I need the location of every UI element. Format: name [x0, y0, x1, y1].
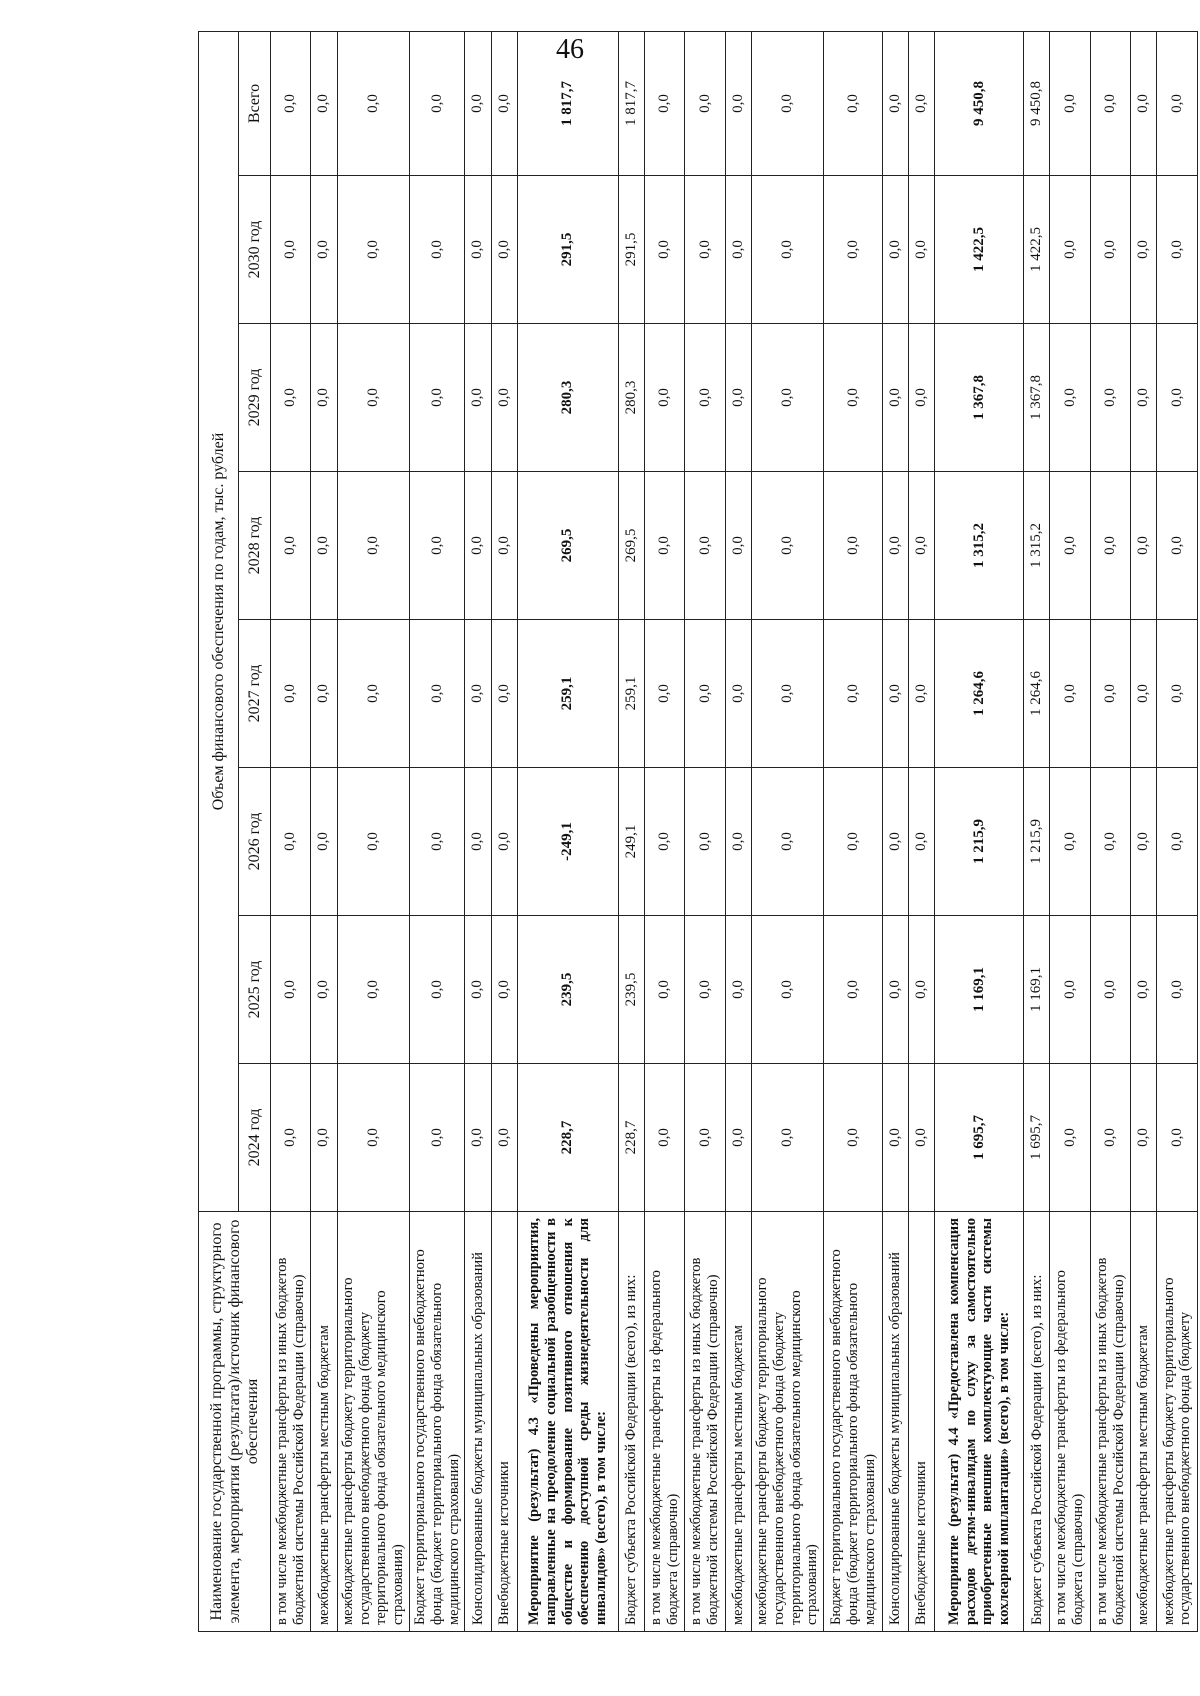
row-value: 0,0 — [824, 176, 883, 324]
row-value: 0,0 — [1157, 1064, 1198, 1212]
row-value: 0,0 — [685, 620, 725, 768]
header-year: 2025 год — [239, 916, 271, 1064]
row-value: 0,0 — [1157, 472, 1198, 620]
row-value: 259,1 — [618, 620, 644, 768]
row-label: межбюджетные трансферты местным бюджетам — [1131, 1212, 1157, 1632]
row-value: 0,0 — [685, 1064, 725, 1212]
row-value: 0,0 — [337, 1064, 409, 1212]
row-value: 0,0 — [685, 916, 725, 1064]
row-value: 0,0 — [909, 916, 935, 1064]
row-value: 0,0 — [824, 324, 883, 472]
table-row — [725, 31, 751, 1631]
row-value: 0,0 — [824, 31, 883, 175]
row-label: в том числе межбюджетные трансферты из иных бюджетов бюджетной системы Российской Федерации (справочно) — [685, 1212, 725, 1632]
row-value: 249,1 — [618, 768, 644, 916]
row-value: 1 422,5 — [935, 176, 1024, 324]
row-value: 0,0 — [337, 916, 409, 1064]
row-label: Мероприятие (результат) 4.3 «Проведены мероприятия, направленные на преодоление социальной разобщенности в обществе и формирование позитивного отношения к обеспечению доступной среды жизнедеятельности для инвалидов» (всего), в том числе: — [517, 1212, 618, 1632]
row-value: 0,0 — [271, 324, 311, 472]
row-value: 0,0 — [725, 620, 751, 768]
row-value: 0,0 — [491, 472, 517, 620]
row-value: 0,0 — [1090, 324, 1130, 472]
row-value: 0,0 — [271, 768, 311, 916]
table-row — [271, 31, 311, 1631]
table-row — [337, 31, 409, 1631]
row-value: 0,0 — [1157, 176, 1198, 324]
row-value: 0,0 — [909, 620, 935, 768]
header-year: 2026 год — [239, 768, 271, 916]
row-value: 0,0 — [685, 472, 725, 620]
row-value: 0,0 — [752, 768, 824, 916]
row-value: 0,0 — [645, 620, 685, 768]
row-value: 1 422,5 — [1024, 176, 1050, 324]
table-body — [271, 31, 1198, 1631]
row-value: 0,0 — [1090, 31, 1130, 175]
row-value: 1 315,2 — [1024, 472, 1050, 620]
row-value: 0,0 — [824, 620, 883, 768]
row-value: 0,0 — [465, 768, 491, 916]
row-label: Бюджет субъекта Российской Федерации (всего), из них: — [1024, 1212, 1050, 1632]
row-value: 0,0 — [311, 1064, 337, 1212]
row-value: 1 215,9 — [935, 768, 1024, 916]
row-label: межбюджетные трансферты местным бюджетам — [311, 1212, 337, 1632]
row-value: 0,0 — [645, 916, 685, 1064]
row-value: 0,0 — [1090, 620, 1130, 768]
row-label: Внебюджетные источники — [909, 1212, 935, 1632]
header-year: 2028 год — [239, 472, 271, 620]
row-value: 0,0 — [725, 176, 751, 324]
row-value: 0,0 — [1090, 768, 1130, 916]
row-value: 0,0 — [752, 176, 824, 324]
row-value: 228,7 — [618, 1064, 644, 1212]
row-value: 0,0 — [882, 324, 908, 472]
row-value: 0,0 — [311, 620, 337, 768]
row-value: 0,0 — [909, 472, 935, 620]
row-value: 0,0 — [645, 176, 685, 324]
row-value: 0,0 — [725, 324, 751, 472]
row-value: 0,0 — [752, 324, 824, 472]
row-value: 0,0 — [1131, 176, 1157, 324]
row-label: Внебюджетные источники — [491, 1212, 517, 1632]
row-value: 0,0 — [685, 176, 725, 324]
row-value: 0,0 — [882, 1064, 908, 1212]
row-value: 0,0 — [311, 768, 337, 916]
row-value: 0,0 — [491, 176, 517, 324]
table-row — [1131, 31, 1157, 1631]
table-row — [909, 31, 935, 1631]
row-value: 0,0 — [882, 916, 908, 1064]
row-value: 0,0 — [725, 916, 751, 1064]
row-value: 0,0 — [409, 1064, 465, 1212]
row-value: 0,0 — [271, 176, 311, 324]
row-value: 280,3 — [517, 324, 618, 472]
row-value: 0,0 — [1131, 768, 1157, 916]
row-label: Консолидированные бюджеты муниципальных образований — [882, 1212, 908, 1632]
row-value: 0,0 — [409, 916, 465, 1064]
row-value: 0,0 — [1050, 472, 1090, 620]
row-label: в том числе межбюджетные трансферты из федерального бюджета (справочно) — [645, 1212, 685, 1632]
row-value: 0,0 — [752, 620, 824, 768]
table-row — [882, 31, 908, 1631]
financing-table — [198, 31, 1198, 1632]
row-value: 291,5 — [618, 176, 644, 324]
row-value: 1 817,7 — [618, 31, 644, 175]
row-value: 1 264,6 — [935, 620, 1024, 768]
row-value: 0,0 — [1050, 324, 1090, 472]
row-label: Бюджет территориального государственного внебюджетного фонда (бюджет территориального фонда обязательного медицинского страхования) — [409, 1212, 465, 1632]
row-value: 259,1 — [517, 620, 618, 768]
row-value: 0,0 — [824, 768, 883, 916]
header-year: 2027 год — [239, 620, 271, 768]
row-value: 291,5 — [517, 176, 618, 324]
row-value: 0,0 — [752, 472, 824, 620]
row-value: 0,0 — [1131, 472, 1157, 620]
row-value: 0,0 — [882, 472, 908, 620]
row-value: 0,0 — [1131, 324, 1157, 472]
row-value: 0,0 — [882, 176, 908, 324]
row-value: 0,0 — [824, 1064, 883, 1212]
row-value: 0,0 — [1090, 472, 1130, 620]
row-value: 0,0 — [465, 916, 491, 1064]
row-value: 0,0 — [491, 31, 517, 175]
table-row — [1024, 31, 1050, 1631]
row-value: 0,0 — [491, 620, 517, 768]
table-row — [465, 31, 491, 1631]
row-value: 0,0 — [685, 324, 725, 472]
row-value: 0,0 — [824, 472, 883, 620]
row-value: 0,0 — [645, 31, 685, 175]
row-label: в том числе межбюджетные трансферты из иных бюджетов бюджетной системы Российской Федерации (справочно) — [1090, 1212, 1130, 1632]
row-value: 0,0 — [1157, 31, 1198, 175]
row-value: 0,0 — [645, 768, 685, 916]
row-value: 0,0 — [1090, 1064, 1130, 1212]
row-value: 0,0 — [645, 324, 685, 472]
row-value: 0,0 — [311, 176, 337, 324]
row-value: 0,0 — [725, 31, 751, 175]
row-value: 0,0 — [909, 1064, 935, 1212]
row-value: 0,0 — [337, 31, 409, 175]
row-value: 0,0 — [1157, 768, 1198, 916]
row-value: 0,0 — [491, 1064, 517, 1212]
row-value: 0,0 — [882, 768, 908, 916]
page-number: 46 — [556, 34, 584, 65]
header-year: 2024 год — [239, 1064, 271, 1212]
table-row — [618, 31, 644, 1631]
row-label: Бюджет территориального государственного внебюджетного фонда (бюджет территориального фонда обязательного медицинского страхования) — [824, 1212, 883, 1632]
row-value: 0,0 — [491, 324, 517, 472]
row-value: 0,0 — [882, 620, 908, 768]
header-name-column: Наименование государственной программы, структурного элемента, мероприятия (результата)/источник финансового обеспечения — [199, 1212, 271, 1632]
row-value: 0,0 — [465, 1064, 491, 1212]
row-value: 0,0 — [752, 1064, 824, 1212]
row-value: 0,0 — [271, 472, 311, 620]
row-value: 0,0 — [409, 324, 465, 472]
row-value: 0,0 — [1157, 916, 1198, 1064]
row-value: 0,0 — [909, 324, 935, 472]
row-value: 0,0 — [337, 324, 409, 472]
row-value: 0,0 — [1050, 620, 1090, 768]
header-year: 2029 год — [239, 324, 271, 472]
row-value: 0,0 — [337, 472, 409, 620]
row-value: 1 169,1 — [1024, 916, 1050, 1064]
row-value: 0,0 — [909, 31, 935, 175]
row-value: 0,0 — [1090, 176, 1130, 324]
table-row — [1090, 31, 1130, 1631]
rotated-table-container — [198, 32, 1198, 1632]
row-value: 0,0 — [1157, 324, 1198, 472]
row-value: 0,0 — [1050, 916, 1090, 1064]
row-value: 0,0 — [1050, 1064, 1090, 1212]
row-value: 0,0 — [1131, 31, 1157, 175]
table-row — [311, 31, 337, 1631]
row-value: 1 264,6 — [1024, 620, 1050, 768]
row-value: 0,0 — [1131, 916, 1157, 1064]
row-value: 0,0 — [491, 916, 517, 1064]
row-value: 239,5 — [517, 916, 618, 1064]
table-row — [752, 31, 824, 1631]
row-value: 1 695,7 — [935, 1064, 1024, 1212]
row-label: межбюджетные трансферты бюджету территориального государственного внебюджетного фонда (бюджету территориального фонда обязательного медицинского страхования) — [337, 1212, 409, 1632]
row-value: 0,0 — [1131, 1064, 1157, 1212]
table-row — [645, 31, 685, 1631]
row-value: 0,0 — [685, 31, 725, 175]
row-value: 0,0 — [409, 620, 465, 768]
row-value: 0,0 — [409, 176, 465, 324]
row-value: 0,0 — [752, 31, 824, 175]
row-value: 0,0 — [909, 768, 935, 916]
row-label: в том числе межбюджетные трансферты из иных бюджетов бюджетной системы Российской Федерации (справочно) — [271, 1212, 311, 1632]
header-year: 2030 год — [239, 176, 271, 324]
header-year: Всего — [239, 31, 271, 175]
row-label: в том числе межбюджетные трансферты из федерального бюджета (справочно) — [1050, 1212, 1090, 1632]
row-value: 0,0 — [752, 916, 824, 1064]
row-value: 1 695,7 — [1024, 1064, 1050, 1212]
row-label: Мероприятие (результат) 4.4 «Предоставлена компенсация расходов детям-инвалидам по слуху за самостоятельно приобретенные внешние комплектующие части системы кохлеарной имплантации» (всего), в том числе: — [935, 1212, 1024, 1632]
row-value: 280,3 — [618, 324, 644, 472]
row-value: 0,0 — [271, 1064, 311, 1212]
row-value: 1 367,8 — [1024, 324, 1050, 472]
row-value: 0,0 — [271, 620, 311, 768]
header-volume-group: Объем финансового обеспечения по годам, тыс. рублей — [199, 31, 239, 1211]
row-value: 0,0 — [337, 768, 409, 916]
row-value: 0,0 — [685, 768, 725, 916]
row-value: 0,0 — [725, 472, 751, 620]
row-value: 9 450,8 — [1024, 31, 1050, 175]
row-value: 0,0 — [465, 324, 491, 472]
row-value: 0,0 — [824, 916, 883, 1064]
row-value: 0,0 — [725, 1064, 751, 1212]
table-row — [517, 31, 618, 1631]
row-value: 269,5 — [618, 472, 644, 620]
table-row — [935, 31, 1024, 1631]
row-value: 9 450,8 — [935, 31, 1024, 175]
row-value: 0,0 — [271, 31, 311, 175]
row-value: 0,0 — [645, 1064, 685, 1212]
row-value: 0,0 — [1131, 620, 1157, 768]
row-value: 0,0 — [311, 472, 337, 620]
row-value: 0,0 — [311, 31, 337, 175]
table-row — [824, 31, 883, 1631]
row-value: 0,0 — [1050, 768, 1090, 916]
row-value: 0,0 — [311, 324, 337, 472]
row-value: 1 315,2 — [935, 472, 1024, 620]
row-value: 0,0 — [1050, 31, 1090, 175]
row-value: 0,0 — [645, 472, 685, 620]
table-row — [1157, 31, 1198, 1631]
row-value: 0,0 — [337, 620, 409, 768]
row-value: 0,0 — [465, 31, 491, 175]
row-value: 1 367,8 — [935, 324, 1024, 472]
row-value: 0,0 — [1090, 916, 1130, 1064]
row-value: 0,0 — [1050, 176, 1090, 324]
row-label: межбюджетные трансферты бюджету территориального государственного внебюджетного фонда (бюджету территориального фонда обязательного медицинского страхования) — [752, 1212, 824, 1632]
row-value: 0,0 — [311, 916, 337, 1064]
row-label: Бюджет субъекта Российской Федерации (всего), из них: — [618, 1212, 644, 1632]
row-value: 1 817,7 — [517, 31, 618, 175]
row-value: -249,1 — [517, 768, 618, 916]
row-value: 0,0 — [409, 768, 465, 916]
table-row — [409, 31, 465, 1631]
row-value: 0,0 — [409, 472, 465, 620]
row-value: 1 215,9 — [1024, 768, 1050, 916]
row-label: межбюджетные трансферты бюджету территориального государственного внебюджетного фонда (бюджету — [1157, 1212, 1198, 1632]
row-value: 0,0 — [725, 768, 751, 916]
row-value: 0,0 — [491, 768, 517, 916]
row-value: 269,5 — [517, 472, 618, 620]
row-value: 0,0 — [465, 620, 491, 768]
row-value: 0,0 — [465, 472, 491, 620]
row-value: 0,0 — [337, 176, 409, 324]
row-value: 0,0 — [882, 31, 908, 175]
row-value: 0,0 — [465, 176, 491, 324]
table-row — [491, 31, 517, 1631]
row-value: 228,7 — [517, 1064, 618, 1212]
row-label: Консолидированные бюджеты муниципальных образований — [465, 1212, 491, 1632]
table-row — [1050, 31, 1090, 1631]
row-value: 0,0 — [271, 916, 311, 1064]
row-value: 0,0 — [409, 31, 465, 175]
row-label: межбюджетные трансферты местным бюджетам — [725, 1212, 751, 1632]
row-value: 0,0 — [909, 176, 935, 324]
row-value: 0,0 — [1157, 620, 1198, 768]
row-value: 239,5 — [618, 916, 644, 1064]
row-value: 1 169,1 — [935, 916, 1024, 1064]
table-row — [685, 31, 725, 1631]
